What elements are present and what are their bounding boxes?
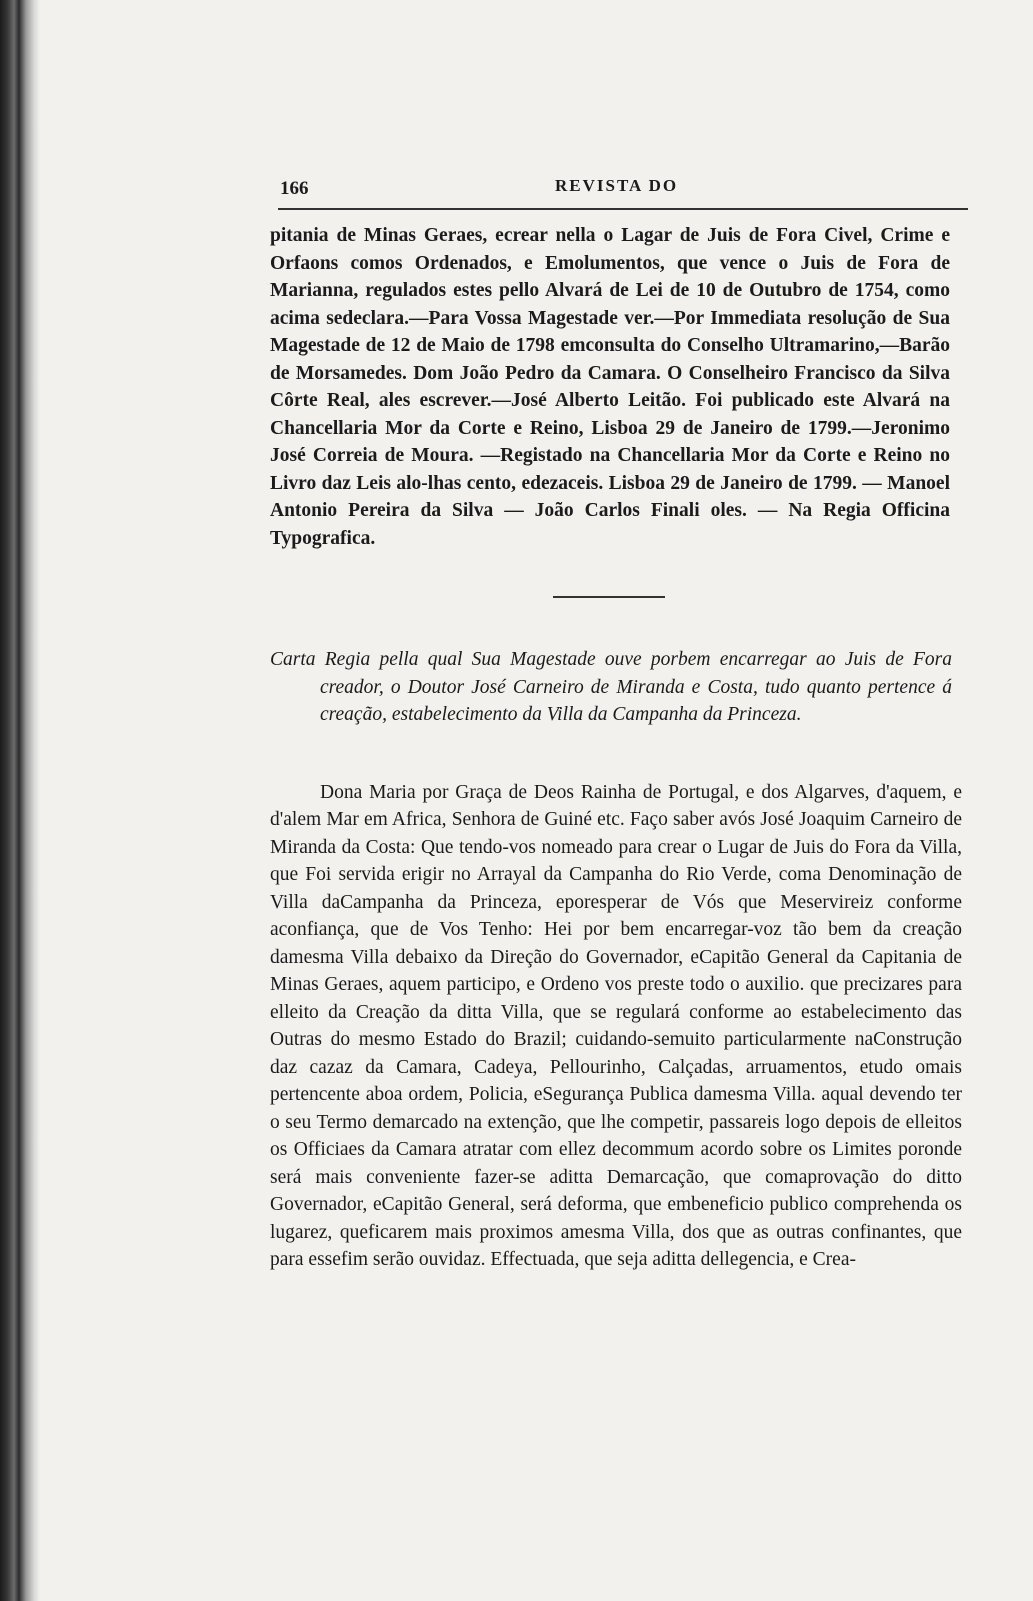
header-rule (278, 208, 968, 210)
journal-title: REVISTA DO (555, 176, 679, 195)
section-separator (553, 596, 665, 598)
page-number: 166 (280, 178, 309, 199)
continued-paragraph: pitania de Minas Geraes, ecrear nella o Lagar de Juis de Fora Civel, Crime e Orfaons comos Ordenados, e Emolumentos, que vence o Juis de Fora de Marianna, regulados estes pello Alvará de Lei de 10 de Outubro de 1754, como acima sedeclara.—Para Vossa Magestade ver.—Por Immediata resolução de Sua Magestade de 12 de Maio de 1798 emconsulta do Conselho Ultramarino,—Barão de Morsamedes. Dom João Pedro da Camara. O Conselheiro Francisco da Silva Côrte Real, ales escrever.—José Alberto Leitão. Foi publicado este Alvará na Chancellaria Mor da Corte e Reino, Lisboa 29 de Janeiro de 1799.—Jeronimo José Correia de Moura. —Registado na Chancellaria Mor da Corte e Reino no Livro daz Leis alo-lhas cento, edezaceis. Lisboa 29 de Janeiro de 1799. — Manoel Antonio Pereira da Silva — João Carlos Finali oles. — Na Regia Officina Typografica. (270, 225, 950, 549)
section-heading-block (270, 646, 970, 729)
book-page (270, 160, 970, 1274)
scan-binding-edge (0, 0, 40, 1601)
section-heading: Carta Regia pella qual Sua Magestade ouve porbem encarregar ao Juis de Fora creador, o Doutor José Carneiro de Miranda e Costa, tudo quanto pertence á creação, estabelecimento da Villa da Campanha da Princeza. (270, 649, 952, 725)
royal-letter-paragraph: Dona Maria por Graça de Deos Rainha de Portugal, e dos Algarves, d'aquem, e d'alem Mar em Africa, Senhora de Guiné etc. Faço saber avós José Joaquim Carneiro de Miranda da Costa: Que tendo-vos nomeado para crear o Lugar de Juis do Fora da Villa, que Foi servida erigir no Arrayal da Campanha do Rio Verde, coma Denominação de Villa daCampanha da Princeza, eporesperar de Vós que Meservireiz conforme aconfiança, que de Vos Tenho: Hei por bem encarregar-voz tão bem da creação damesma Villa debaixo da Direção do Governador, eCapitão General da Capitania de Minas Geraes, aquem participo, e Ordeno vos preste todo o auxilio. que precizares para elleito da Creação da ditta Villa, que se regulará conforme ao estabelecimento das Outras do mesmo Estado do Brazil; cuidando-semuito particularmente naConstrução daz cazaz da Camara, Cadeya, Pellourinho, Calçadas, arruamentos, etudo omais pertencente aboa ordem, Policia, eSegurança Publica damesma Villa. aqual devendo ter o seu Termo demarcado na extenção, que lhe competir, passareis logo depois de elleitos os Officiaes da Camara atratar com ellez decommum acordo sobre os Limites poronde será mais conveniente fazer-se aditta Demarcação, que comaprovação do ditto Governador, eCapitão General, será deforma, que embeneficio publico comprehenda os lugarez, queficarem mais proximos amesma Villa, dos que as outras confinantes, que para essefim serão ouvidaz. Effectuada, que seja aditta dellegencia, e Crea- (270, 781, 962, 1270)
running-head (270, 160, 970, 199)
